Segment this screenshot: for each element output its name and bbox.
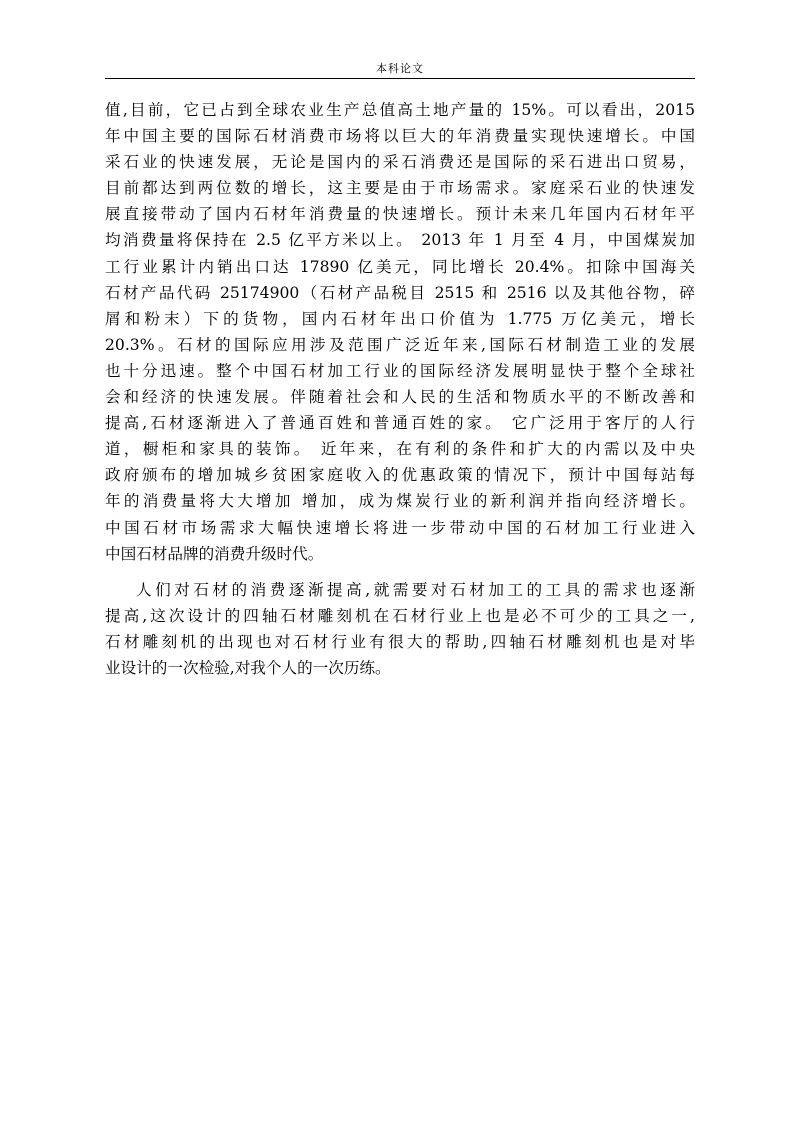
text-line: 工行业累计内销出口达 17890 亿美元，同比增长 20.4%。扣除中国海关 <box>105 257 695 276</box>
page-header <box>105 60 695 79</box>
header-title: 本科论文 <box>376 62 424 75</box>
paragraph-2 <box>105 577 695 681</box>
text-line: 中国石材市场需求大幅快速增长将进一步带动中国的石材加工行业进入 <box>105 518 695 537</box>
text-line: 石材产品代码 25174900（石材产品税目 2515 和 2516 以及其他谷物，碎 <box>105 283 695 302</box>
text-line: 道，橱柜和家具的装饰。 近年来，在有利的条件和扩大的内需以及中央 <box>105 440 695 459</box>
text-line: 采石业的快速发展，无论是国内的采石消费还是国际的采石进出口贸易， <box>105 153 695 172</box>
paragraph-spacer <box>105 567 695 577</box>
text-line: 中国石材品牌的消费升级时代。 <box>105 544 324 563</box>
text-line: 提高,这次设计的四轴石材雕刻机在石材行业上也是必不可少的工具之一, <box>105 606 695 625</box>
text-line: 也十分迅速。整个中国石材加工行业的国际经济发展明显快于整个全球社 <box>105 361 695 380</box>
text-line: 均消费量将保持在 2.5 亿平方米以上。 2013 年 1 月至 4 月，中国煤炭加 <box>105 231 695 250</box>
text-line: 会和经济的快速发展。伴随着社会和人民的生活和物质水平的不断改善和 <box>105 388 695 407</box>
text-line: 石材雕刻机的出现也对石材行业有很大的帮助,四轴石材雕刻机也是对毕 <box>105 632 695 651</box>
paragraph-1 <box>105 97 695 567</box>
text-line: 目前都达到两位数的增长，这主要是由于市场需求。家庭采石业的快速发 <box>105 179 695 198</box>
text-line: 人们对石材的消费逐渐提高,就需要对石材加工的工具的需求也逐渐 <box>136 580 695 599</box>
text-line: 屑和粉末）下的货物，国内石材年出口价值为 1.775 万亿美元，增长 <box>105 309 695 328</box>
text-line: 年的消费量将大大增加 增加，成为煤炭行业的新利润并指向经济增长。 <box>105 492 695 511</box>
text-line: 提高,石材逐渐进入了普通百姓和普通百姓的家。 它广泛用于客厅的人行 <box>105 414 695 433</box>
text-line: 年中国主要的国际石材消费市场将以巨大的年消费量实现快速增长。中国 <box>105 127 695 146</box>
text-line: 业设计的一次检验,对我个人的一次历练。 <box>105 658 391 677</box>
text-line: 政府颁布的增加城乡贫困家庭收入的优惠政策的情况下，预计中国每站每 <box>105 466 695 485</box>
text-line: 20.3%。石材的国际应用涉及范围广泛近年来,国际石材制造工业的发展 <box>105 335 695 354</box>
text-line: 展直接带动了国内石材年消费量的快速增长。预计未来几年国内石材年平 <box>105 205 695 224</box>
text-line: 值,目前，它已占到全球农业生产总值高土地产量的 15%。可以看出，2015 <box>105 101 695 119</box>
body-text <box>105 97 695 681</box>
